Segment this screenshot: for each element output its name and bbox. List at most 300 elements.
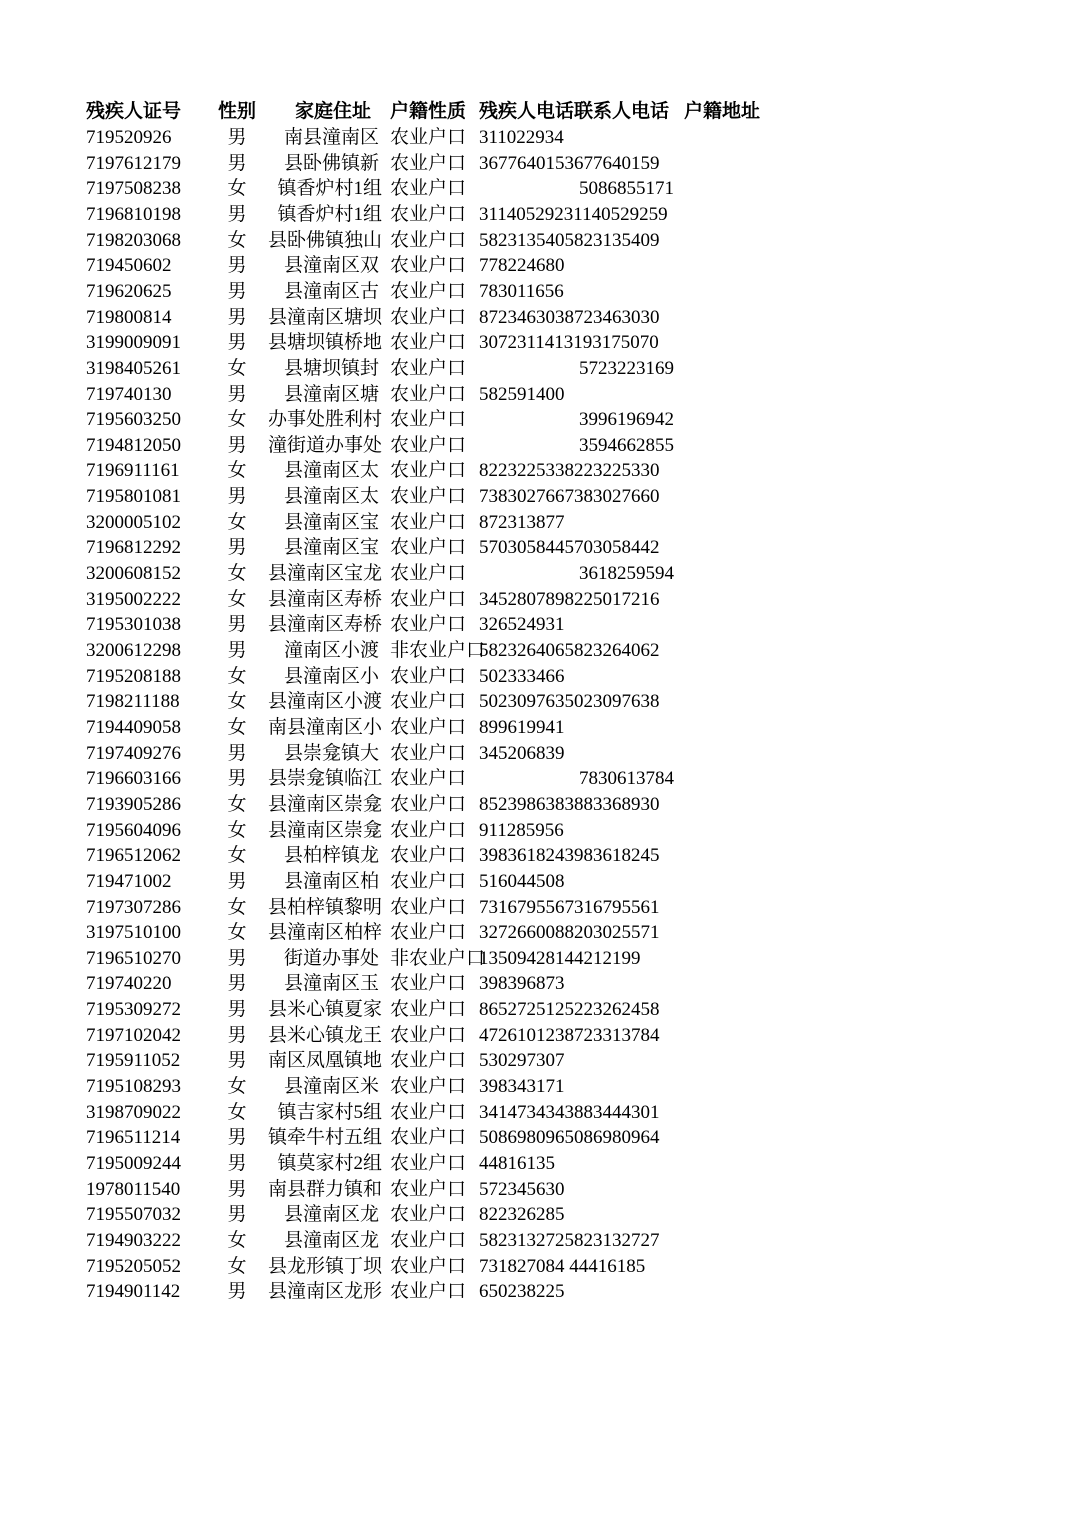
cell-address-text: 县潼南区柏	[284, 870, 380, 892]
cell-address-text: 县潼南区寿桥	[267, 614, 382, 636]
cell-address-text: 办事处胜利村	[267, 409, 382, 431]
cell-sex: 男	[227, 1281, 247, 1303]
cell-contact-phone	[579, 869, 691, 895]
cell-address	[284, 458, 382, 484]
cell-contact-phone	[579, 535, 691, 561]
cell-id-text: 7195801081	[86, 486, 181, 508]
cell-contact-phone	[579, 458, 691, 484]
cell-id	[86, 792, 188, 818]
cell-contact-phone	[579, 305, 691, 331]
table-row	[0, 176, 1075, 202]
table-row	[0, 535, 1075, 561]
cell-id	[86, 741, 188, 767]
cell-sex: 女	[227, 1229, 247, 1251]
cell-contact-phone	[579, 253, 691, 279]
cell-id	[86, 689, 188, 715]
cell-address	[267, 895, 382, 921]
cell-id-text: 7196510270	[86, 947, 181, 969]
table-row	[0, 1023, 1075, 1049]
cell-address-text: 县塘坝镇桥地	[267, 332, 382, 354]
cell-hukou: 农业户口	[390, 537, 467, 559]
cell-phone: 731827084 44416185	[479, 1255, 646, 1277]
cell-hukou: 农业户口	[390, 460, 467, 482]
cell-contact-phone: 3594662855	[579, 434, 674, 456]
cell-sex: 女	[227, 1101, 247, 1123]
cell-sex: 男	[227, 1127, 247, 1149]
cell-hukou: 农业户口	[390, 588, 467, 610]
cell-phone: 8223225338223225330	[479, 460, 660, 482]
cell-contact-phone	[579, 1177, 691, 1203]
cell-phone: 5703058445703058442	[479, 537, 660, 559]
cell-sex: 女	[227, 1076, 247, 1098]
cell-id-text: 7194903222	[86, 1229, 181, 1251]
cell-address	[267, 792, 382, 818]
cell-id-text: 719800814	[86, 306, 172, 328]
cell-hukou: 农业户口	[390, 665, 467, 687]
cell-contact-phone: 5086855171	[579, 178, 674, 200]
cell-phone	[479, 433, 579, 459]
cell-address	[267, 1023, 382, 1049]
cell-id-text: 7198203068	[86, 229, 181, 251]
cell-hukou: 农业户口	[390, 383, 467, 405]
cell-phone	[479, 561, 579, 587]
cell-contact-phone	[579, 1125, 691, 1151]
cell-sex: 女	[227, 357, 247, 379]
cell-address-text: 镇莫家村2组	[277, 1153, 382, 1174]
cell-phone: 44816135	[479, 1153, 555, 1174]
table-row	[0, 330, 1075, 356]
cell-id-text: 7195911052	[86, 1050, 181, 1072]
cell-id	[86, 766, 188, 792]
cell-id-text: 7197508238	[86, 178, 181, 200]
cell-hukou: 农业户口	[390, 1127, 467, 1149]
cell-address-text: 县潼南区宝	[284, 537, 380, 559]
cell-hukou: 农业户口	[390, 896, 467, 918]
cell-phone: 398343171	[479, 1076, 565, 1098]
cell-id-text: 7197307286	[86, 896, 181, 918]
cell-contact-phone	[579, 125, 691, 151]
cell-id	[86, 510, 188, 536]
cell-contact-phone	[579, 895, 691, 921]
cell-id-text: 7197409276	[86, 742, 181, 764]
cell-address	[284, 253, 382, 279]
cell-address	[267, 1279, 382, 1305]
cell-phone: 516044508	[479, 870, 565, 892]
cell-address-text: 县潼南区龙形	[267, 1281, 382, 1303]
cell-id	[86, 869, 188, 895]
cell-address-text: 县潼南区塘坝	[267, 306, 382, 328]
cell-id-text: 7194901142	[86, 1281, 181, 1303]
cell-hukou: 农业户口	[390, 1178, 467, 1200]
cell-sex: 男	[227, 742, 247, 764]
cell-contact-phone	[579, 920, 691, 946]
table-row	[0, 843, 1075, 869]
cell-id	[86, 228, 188, 254]
cell-contact-phone	[579, 382, 691, 408]
table-row	[0, 792, 1075, 818]
cell-id-text: 7195507032	[86, 1204, 181, 1226]
cell-address	[284, 151, 382, 177]
cell-address-text: 县潼南区塘	[284, 383, 380, 405]
cell-id-text: 7197612179	[86, 152, 181, 174]
cell-address	[284, 1202, 382, 1228]
cell-contact-phone	[579, 330, 691, 356]
cell-id	[86, 920, 188, 946]
header-address: 家庭住址	[294, 101, 371, 122]
cell-phone: 13509428144212199	[479, 947, 641, 969]
table-row	[0, 125, 1075, 151]
cell-phone: 5823132725823132727	[479, 1229, 660, 1251]
cell-id	[86, 330, 188, 356]
cell-address-text: 县潼南区米	[284, 1076, 380, 1098]
cell-address-text: 镇吉家村5组	[277, 1101, 382, 1123]
cell-address-text: 县卧佛镇新	[284, 152, 380, 174]
cell-id	[86, 946, 188, 972]
table-row	[0, 433, 1075, 459]
cell-id-text: 7194409058	[86, 716, 181, 738]
cell-id-text: 7196603166	[86, 768, 181, 790]
cell-hukou: 农业户口	[390, 999, 467, 1021]
cell-address-text: 县潼南区双	[284, 255, 380, 277]
cell-address-text: 县潼南区古	[284, 280, 380, 302]
cell-id	[86, 253, 188, 279]
cell-hukou: 农业户口	[390, 1153, 467, 1174]
cell-sex: 男	[227, 1024, 247, 1046]
table-row	[0, 1228, 1075, 1254]
cell-sex: 男	[227, 486, 247, 508]
cell-phone: 5823135405823135409	[479, 229, 660, 251]
cell-address-text: 潼街道办事处	[267, 434, 382, 456]
cell-address	[267, 305, 382, 331]
cell-id-text: 3198709022	[86, 1101, 181, 1123]
cell-contact-phone	[579, 1100, 691, 1126]
cell-hukou: 农业户口	[390, 793, 467, 815]
cell-phone: 3414734343883444301	[479, 1101, 660, 1123]
cell-phone: 582591400	[479, 383, 565, 405]
header-sex: 性别	[217, 101, 256, 122]
cell-hukou: 农业户口	[390, 768, 467, 790]
cell-phone	[479, 766, 579, 792]
table-row	[0, 638, 1075, 664]
cell-address	[277, 176, 382, 202]
cell-id-text: 7196911161	[86, 460, 180, 482]
table-row	[0, 1202, 1075, 1228]
cell-address	[284, 741, 382, 767]
cell-address	[284, 535, 382, 561]
cell-id	[86, 715, 188, 741]
cell-hukou: 农业户口	[390, 691, 467, 713]
cell-hukou: 农业户口	[390, 742, 467, 764]
cell-id	[86, 1151, 188, 1177]
cell-sex: 男	[227, 203, 247, 225]
cell-address-text: 县潼南区崇龛	[267, 819, 382, 841]
cell-address	[267, 920, 382, 946]
cell-sex: 男	[227, 1153, 247, 1174]
cell-sex: 男	[227, 1204, 247, 1226]
cell-phone: 778224680	[479, 255, 565, 277]
cell-sex: 男	[227, 1178, 247, 1200]
cell-phone	[479, 407, 579, 433]
cell-sex: 女	[227, 819, 247, 841]
table-row	[0, 612, 1075, 638]
cell-phone: 872313877	[479, 511, 565, 533]
cell-address-text: 南县潼南区	[284, 127, 380, 148]
table-row	[0, 1177, 1075, 1203]
cell-phone: 326524931	[479, 614, 565, 636]
cell-sex: 男	[227, 383, 247, 405]
cell-address-text: 县柏梓镇黎明	[267, 896, 382, 918]
cell-phone: 7316795567316795561	[479, 896, 660, 918]
cell-id-text: 7195205052	[86, 1255, 181, 1277]
cell-id	[86, 843, 188, 869]
cell-contact-phone	[579, 279, 691, 305]
table-row	[0, 279, 1075, 305]
cell-contact-phone	[579, 843, 691, 869]
cell-id-text: 7196512062	[86, 845, 181, 867]
cell-phone: 911285956	[479, 819, 564, 841]
cell-id	[86, 535, 188, 561]
cell-hukou: 农业户口	[390, 229, 467, 251]
cell-id-text: 1978011540	[86, 1178, 181, 1200]
cell-phone: 5023097635023097638	[479, 691, 660, 713]
cell-id	[86, 612, 188, 638]
header-hukou: 户籍性质	[390, 101, 467, 122]
cell-contact-phone	[579, 1074, 691, 1100]
cell-address-text: 县卧佛镇独山	[267, 229, 382, 251]
cell-id	[86, 561, 188, 587]
cell-sex: 男	[227, 1050, 247, 1072]
cell-hukou: 农业户口	[390, 1255, 467, 1277]
cell-contact-phone: 5723223169	[579, 357, 674, 379]
cell-hukou: 农业户口	[390, 845, 467, 867]
cell-address	[267, 689, 382, 715]
cell-hukou: 农业户口	[390, 870, 467, 892]
cell-id	[86, 1254, 188, 1280]
table-row	[0, 1125, 1075, 1151]
cell-id	[86, 664, 188, 690]
cell-contact-phone: 7830613784	[579, 768, 674, 790]
cell-contact-phone	[579, 1151, 691, 1177]
table-row	[0, 1151, 1075, 1177]
cell-address	[284, 971, 382, 997]
cell-hukou: 农业户口	[390, 1204, 467, 1226]
cell-contact-phone	[579, 228, 691, 254]
cell-hukou: 农业户口	[390, 306, 467, 328]
cell-address-text: 县崇龛镇临江	[267, 768, 382, 790]
cell-sex: 男	[227, 870, 247, 892]
cell-address-text: 镇香炉村1组	[277, 203, 382, 225]
cell-contact-phone	[579, 1254, 691, 1280]
cell-hukou: 农业户口	[390, 922, 467, 944]
cell-hukou: 农业户口	[390, 178, 467, 200]
cell-address	[284, 356, 382, 382]
cell-address-text: 县柏梓镇龙	[284, 845, 380, 867]
cell-id	[86, 151, 188, 177]
cell-id	[86, 971, 188, 997]
cell-sex: 女	[227, 691, 247, 713]
cell-id-text: 3200608152	[86, 563, 181, 585]
cell-id	[86, 818, 188, 844]
cell-hukou: 农业户口	[390, 1024, 467, 1046]
cell-address-text: 县崇龛镇大	[284, 742, 380, 764]
cell-hukou: 农业户口	[390, 716, 467, 738]
cell-sex: 女	[227, 922, 247, 944]
cell-hukou: 农业户口	[390, 255, 467, 277]
cell-hukou: 非农业户口	[390, 947, 486, 969]
table-row	[0, 1100, 1075, 1126]
cell-id-text: 719620625	[86, 280, 172, 302]
cell-id-text: 7195301038	[86, 614, 181, 636]
cell-phone: 5823264065823264062	[479, 640, 660, 661]
cell-sex: 男	[227, 614, 247, 636]
table-row	[0, 587, 1075, 613]
cell-id	[86, 1023, 188, 1049]
cell-id	[86, 125, 188, 151]
cell-phone: 3072311413193175070	[479, 332, 659, 354]
header-reg-address: 户籍地址	[684, 101, 761, 122]
cell-sex: 女	[227, 896, 247, 918]
cell-id-text: 7196810198	[86, 203, 181, 225]
cell-id	[86, 433, 188, 459]
header-row	[0, 99, 1075, 125]
cell-address-text: 街道办事处	[284, 947, 380, 969]
cell-address-text: 县潼南区玉	[284, 973, 380, 995]
cell-contact-phone	[579, 971, 691, 997]
cell-hukou: 农业户口	[390, 511, 467, 533]
cell-contact-phone: 3996196942	[579, 409, 674, 431]
table-row	[0, 202, 1075, 228]
cell-contact-phone	[579, 484, 691, 510]
cell-address	[267, 766, 382, 792]
cell-address-text: 县潼南区小	[284, 665, 380, 687]
cell-id	[86, 587, 188, 613]
cell-sex: 女	[227, 229, 247, 251]
cell-id	[86, 382, 188, 408]
cell-id-text: 719740220	[86, 973, 172, 995]
cell-id-text: 3199009091	[86, 332, 181, 354]
cell-hukou: 农业户口	[390, 1076, 467, 1098]
cell-phone	[479, 176, 579, 202]
cell-address-text: 县龙形镇丁坝	[267, 1255, 382, 1277]
cell-phone: 822326285	[479, 1204, 565, 1226]
cell-phone: 3983618243983618245	[479, 845, 660, 867]
cell-id	[86, 997, 188, 1023]
cell-address-text: 潼南区小渡	[284, 640, 380, 661]
cell-id	[86, 1279, 188, 1305]
cell-id	[86, 356, 188, 382]
table-row	[0, 305, 1075, 331]
cell-address-text: 县潼南区小渡	[267, 691, 382, 713]
table-row	[0, 869, 1075, 895]
cell-address-text: 县潼南区太	[284, 460, 380, 482]
cell-id-text: 719471002	[86, 870, 172, 892]
cell-address-text: 县潼南区崇龛	[267, 793, 382, 815]
cell-contact-phone	[579, 818, 691, 844]
table-row	[0, 689, 1075, 715]
table-row	[0, 510, 1075, 536]
cell-contact-phone	[579, 638, 691, 664]
cell-contact-phone	[579, 689, 691, 715]
cell-address	[267, 330, 382, 356]
cell-sex: 女	[227, 563, 247, 585]
cell-phone: 8523986383883368930	[479, 793, 660, 815]
cell-sex: 男	[227, 280, 247, 302]
cell-hukou: 农业户口	[390, 1050, 467, 1072]
cell-contact-phone	[579, 946, 691, 972]
cell-phone: 3272660088203025571	[479, 922, 660, 944]
cell-contact-phone	[579, 1048, 691, 1074]
cell-address-text: 县米心镇夏家	[267, 999, 382, 1021]
cell-sex: 女	[227, 511, 247, 533]
cell-contact-phone	[579, 202, 691, 228]
cell-sex: 男	[227, 640, 247, 661]
cell-contact-phone	[579, 997, 691, 1023]
cell-address-text: 南区凤凰镇地	[267, 1050, 382, 1072]
table-row	[0, 228, 1075, 254]
cell-sex: 女	[227, 409, 247, 431]
cell-address-text: 县潼南区柏梓	[267, 922, 382, 944]
cell-sex: 男	[227, 152, 247, 174]
cell-address	[284, 946, 382, 972]
table-row	[0, 997, 1075, 1023]
cell-address-text: 镇牵牛村五组	[267, 1127, 382, 1149]
cell-address	[267, 997, 382, 1023]
cell-id	[86, 1228, 188, 1254]
table-row	[0, 946, 1075, 972]
cell-id	[86, 202, 188, 228]
cell-address-text: 县潼南区太	[284, 486, 380, 508]
cell-address	[284, 1228, 382, 1254]
cell-address-text: 县潼南区宝	[284, 511, 380, 533]
cell-contact-phone	[579, 1279, 691, 1305]
cell-phone: 5086980965086980964	[479, 1127, 660, 1149]
cell-id-text: 3197510100	[86, 922, 181, 944]
cell-address	[284, 279, 382, 305]
cell-address	[267, 1125, 382, 1151]
cell-phone: 530297307	[479, 1050, 565, 1072]
cell-address-text: 镇香炉村1组	[277, 178, 382, 200]
table-row	[0, 458, 1075, 484]
cell-address-text: 县塘坝镇封	[284, 357, 380, 379]
cell-id	[86, 1074, 188, 1100]
cell-address	[277, 1151, 382, 1177]
cell-address	[267, 433, 382, 459]
cell-contact-phone	[579, 510, 691, 536]
cell-sex: 女	[227, 665, 247, 687]
table-row	[0, 253, 1075, 279]
header-phone: 残疾人电话联系人电话	[479, 101, 670, 122]
cell-address	[284, 638, 382, 664]
cell-phone: 3452807898225017216	[479, 588, 660, 610]
cell-id-text: 7195208188	[86, 665, 181, 687]
table-row	[0, 561, 1075, 587]
cell-sex: 女	[227, 178, 247, 200]
cell-sex: 男	[227, 537, 247, 559]
header-id: 残疾人证号	[86, 101, 182, 122]
cell-phone: 345206839	[479, 742, 565, 764]
cell-address	[284, 843, 382, 869]
cell-id-text: 7195309272	[86, 999, 181, 1021]
cell-hukou: 农业户口	[390, 280, 467, 302]
table-row	[0, 151, 1075, 177]
cell-contact-phone	[579, 792, 691, 818]
table-row	[0, 1254, 1075, 1280]
cell-address-text: 县潼南区龙	[284, 1229, 380, 1251]
cell-contact-phone	[579, 587, 691, 613]
cell-address	[267, 1048, 382, 1074]
cell-hukou: 农业户口	[390, 486, 467, 508]
cell-sex: 男	[227, 255, 247, 277]
